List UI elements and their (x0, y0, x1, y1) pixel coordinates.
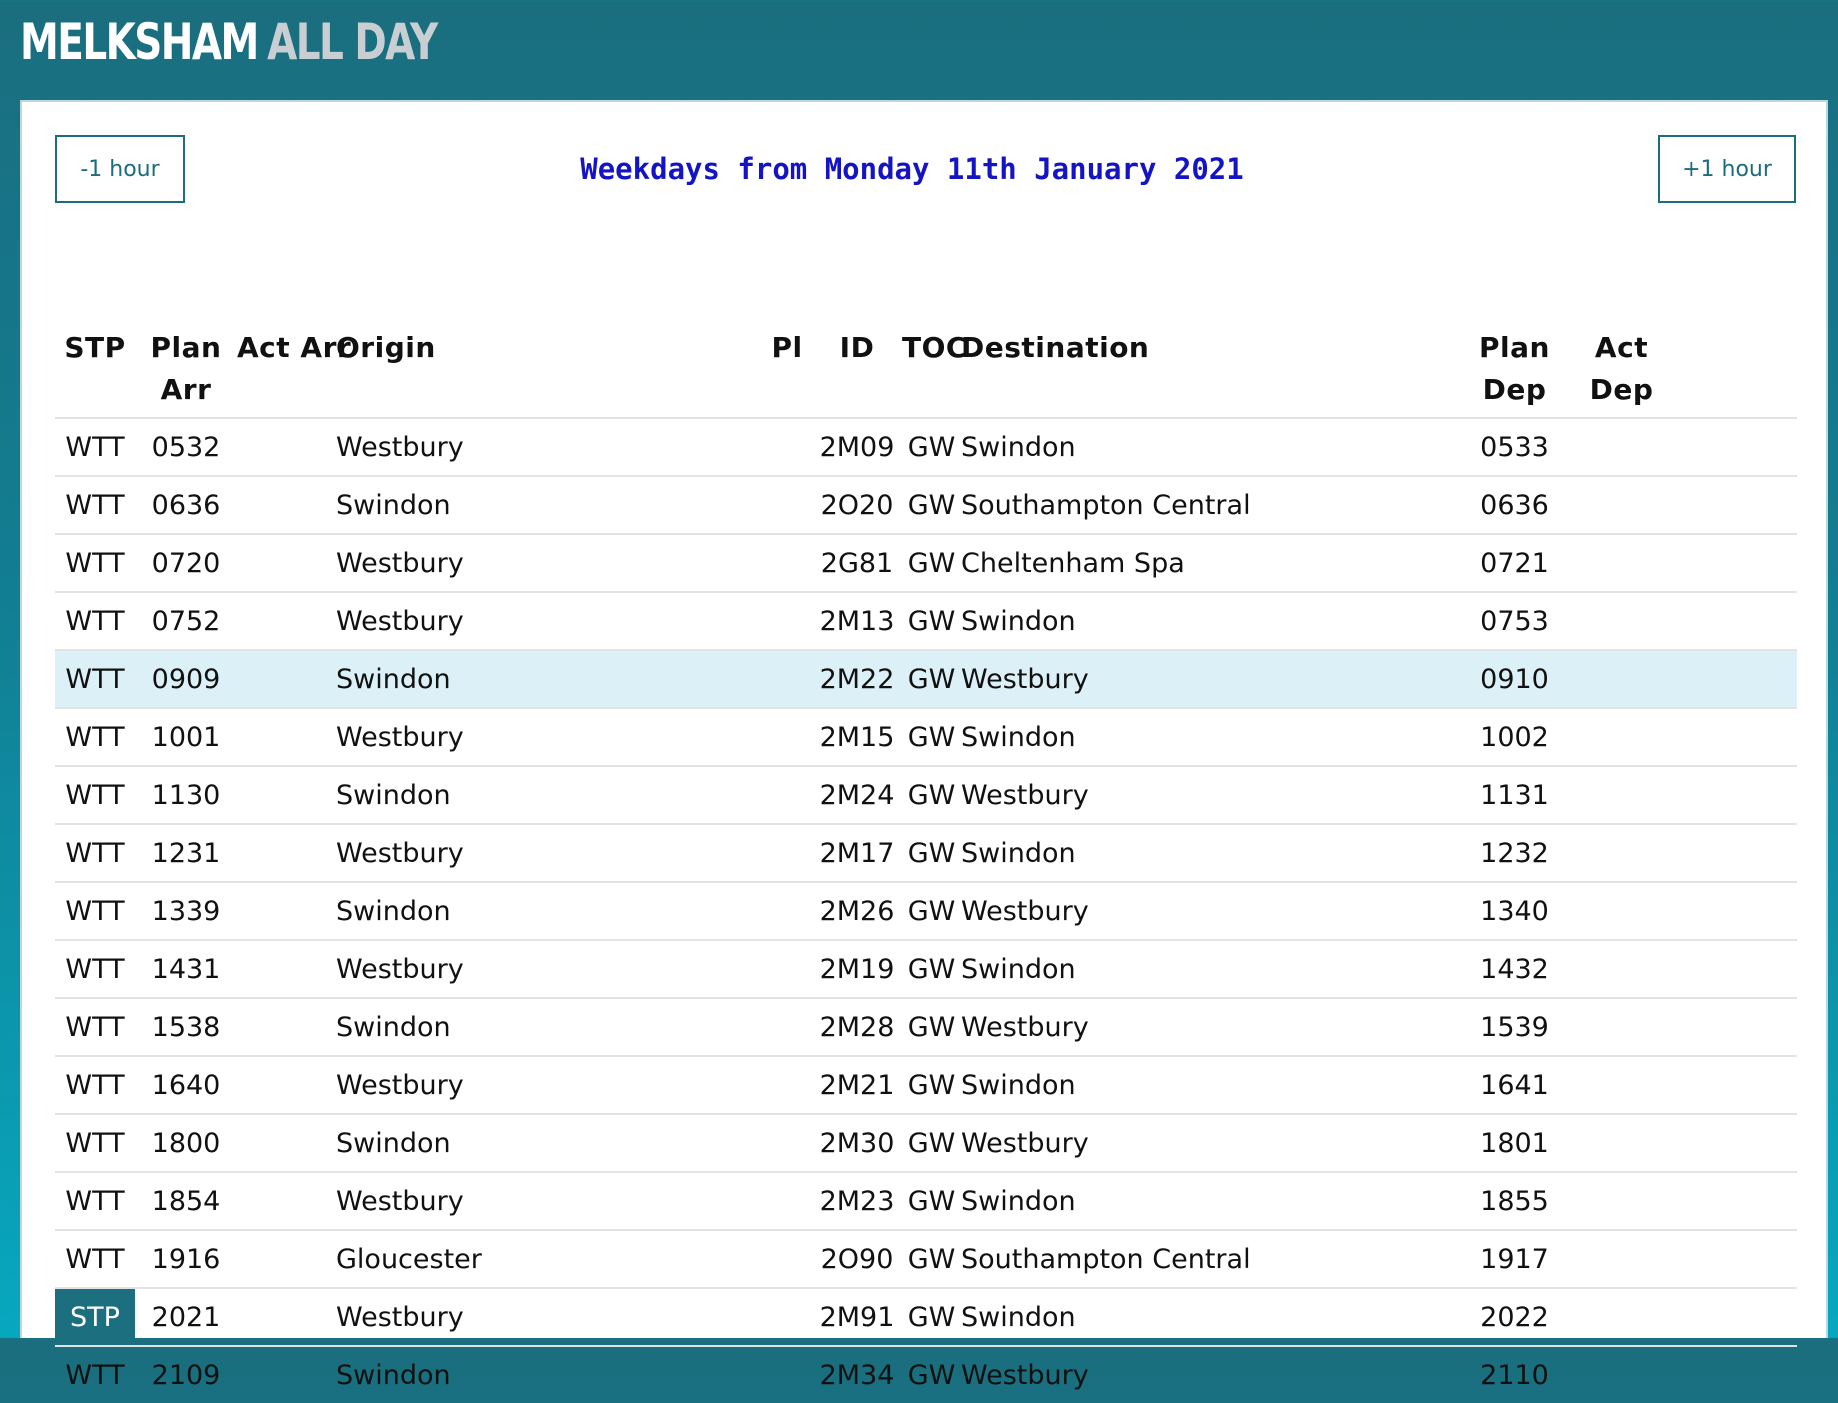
table-row[interactable] (55, 998, 1797, 1056)
cell-act-arr (237, 418, 336, 476)
cell-stp: WTT (55, 1230, 135, 1288)
cell-origin: Swindon (336, 476, 762, 534)
cell-act-dep (1568, 1346, 1797, 1403)
cell-plan-arr: 1339 (135, 882, 237, 940)
cell-stp: WTT (55, 1114, 135, 1172)
cell-stp: WTT (55, 1056, 135, 1114)
cell-plan-dep: 0533 (1461, 418, 1568, 476)
cell-act-dep (1568, 708, 1797, 766)
cell-toc: GW (907, 1359, 956, 1391)
cell-act-dep (1568, 824, 1797, 882)
cell-toc: GW (902, 940, 961, 998)
cell-origin: Swindon (336, 766, 762, 824)
table-row[interactable] (55, 1114, 1797, 1172)
cell-act-dep (1568, 882, 1797, 940)
cell-stp: WTT (55, 418, 135, 476)
cell-origin: Swindon (336, 1359, 451, 1391)
cell-destination: Westbury (961, 1359, 1089, 1391)
cell-plan-arr: 2021 (135, 1288, 237, 1346)
cell-stp: WTT (55, 650, 135, 708)
cell-act-dep (1568, 650, 1797, 708)
cell-origin: Westbury (336, 708, 762, 766)
cell-act-arr (237, 1230, 336, 1288)
col-toc: TOC (902, 327, 961, 418)
cell-act-arr (237, 1056, 336, 1114)
cell-pl (762, 592, 812, 650)
cell-id: 2M13 (812, 592, 902, 650)
cell-plan-arr: 0909 (135, 650, 237, 708)
cell-act-arr (237, 1114, 336, 1172)
cell-pl (762, 940, 812, 998)
cell-id: 2M17 (812, 824, 902, 882)
cell-id: 2O90 (812, 1230, 902, 1288)
cell-pl (762, 418, 812, 476)
cell-origin: Swindon (336, 650, 762, 708)
cell-destination: Southampton Central (961, 476, 1461, 534)
cell-plan-arr: 0720 (135, 534, 237, 592)
col-destination: Destination (961, 327, 1461, 418)
cell-act-dep (1568, 418, 1797, 476)
cell-pl (762, 882, 812, 940)
cell-plan-arr: 1854 (135, 1172, 237, 1230)
cell-act-arr (237, 592, 336, 650)
plus-one-hour-button[interactable]: +1 hour (1658, 135, 1796, 203)
cell-act-dep (1568, 940, 1797, 998)
cell-stp: WTT (55, 476, 135, 534)
cell-toc: GW (902, 1288, 961, 1346)
cell-act-dep (1568, 1288, 1797, 1346)
table-row[interactable] (55, 882, 1797, 940)
cell-origin: Gloucester (336, 1230, 762, 1288)
cell-plan-arr: 0532 (135, 418, 237, 476)
cell-plan-dep: 1340 (1461, 882, 1568, 940)
cell-pl (762, 1114, 812, 1172)
cell-act-arr (237, 534, 336, 592)
table-row[interactable] (55, 592, 1797, 650)
cell-destination: Swindon (961, 592, 1461, 650)
cell-act-arr (237, 1172, 336, 1230)
cell-act-dep (1568, 998, 1797, 1056)
col-plan-dep-line1: Plan (1479, 331, 1550, 364)
cell-plan-dep: 1641 (1461, 1056, 1568, 1114)
table-row[interactable] (55, 1230, 1797, 1288)
timetable-panel (20, 100, 1828, 1391)
cell-origin: Westbury (336, 1056, 762, 1114)
col-act-dep-line1: Act (1594, 331, 1649, 364)
cell-plan-arr: 2109 (151, 1359, 221, 1391)
cell-toc: GW (902, 998, 961, 1056)
cell-id: 2M91 (812, 1288, 902, 1346)
cell-toc: GW (902, 824, 961, 882)
cell-plan-dep: 1855 (1461, 1172, 1568, 1230)
cell-id: 2M30 (812, 1114, 902, 1172)
cell-plan-arr: 0636 (135, 476, 237, 534)
cell-toc: GW (902, 1114, 961, 1172)
cell-stp: STP (55, 1288, 135, 1346)
cell-toc: GW (902, 534, 961, 592)
table-row[interactable] (55, 1288, 1797, 1346)
cell-id: 2M26 (812, 882, 902, 940)
timetable (55, 327, 1797, 1403)
cell-plan-dep: 0753 (1461, 592, 1568, 650)
cell-act-arr (237, 882, 336, 940)
cell-destination: Westbury (961, 650, 1461, 708)
cell-act-arr (237, 708, 336, 766)
cell-toc: GW (902, 650, 961, 708)
col-stp: STP (55, 327, 135, 418)
cell-pl (762, 766, 812, 824)
cell-id: 2M34 (819, 1359, 895, 1391)
cell-pl (762, 1230, 812, 1288)
cell-origin: Swindon (336, 1114, 762, 1172)
col-pl: Pl (762, 327, 812, 418)
cell-id: 2M09 (812, 418, 902, 476)
cell-id: 2M22 (812, 650, 902, 708)
cell-act-arr (237, 940, 336, 998)
cell-plan-dep: 1801 (1461, 1114, 1568, 1172)
cell-toc: GW (902, 476, 961, 534)
col-id: ID (812, 327, 902, 418)
cell-origin: Westbury (336, 824, 762, 882)
col-plan-dep (1461, 327, 1568, 418)
cell-plan-arr: 1231 (135, 824, 237, 882)
cell-origin: Swindon (336, 882, 762, 940)
table-row[interactable] (55, 1346, 1797, 1403)
cell-origin: Westbury (336, 418, 762, 476)
cell-plan-dep: 2110 (1480, 1359, 1549, 1391)
cell-destination: Swindon (961, 418, 1461, 476)
col-plan-arr-line1: Plan (150, 331, 222, 364)
cell-stp: WTT (65, 1359, 125, 1391)
cell-stp: WTT (55, 940, 135, 998)
cell-act-dep (1568, 476, 1797, 534)
page-title: Weekdays from Monday 11th January 2021 (580, 152, 1244, 186)
cell-stp: WTT (55, 1172, 135, 1230)
cell-plan-dep: 1432 (1461, 940, 1568, 998)
logo-primary: MELKSHAM (20, 13, 258, 71)
cell-stp: WTT (55, 766, 135, 824)
cell-toc: GW (902, 1172, 961, 1230)
cell-origin: Swindon (336, 998, 762, 1056)
cell-stp: WTT (55, 534, 135, 592)
cell-act-dep (1568, 1230, 1797, 1288)
cell-plan-dep: 1917 (1461, 1230, 1568, 1288)
cell-pl (762, 1288, 812, 1346)
cell-plan-dep: 1232 (1461, 824, 1568, 882)
cell-id: 2M24 (812, 766, 902, 824)
cell-act-arr (237, 998, 336, 1056)
cell-plan-dep: 1539 (1461, 998, 1568, 1056)
cell-origin: Westbury (336, 592, 762, 650)
cell-plan-dep: 0636 (1461, 476, 1568, 534)
table-row[interactable] (55, 708, 1797, 766)
cell-id: 2M21 (812, 1056, 902, 1114)
col-plan-dep-line2: Dep (1482, 373, 1547, 406)
cell-destination: Westbury (961, 766, 1461, 824)
cell-pl (762, 1346, 812, 1403)
cell-toc: GW (902, 418, 961, 476)
minus-one-hour-button[interactable]: -1 hour (55, 135, 185, 203)
cell-destination: Swindon (961, 708, 1461, 766)
table-row[interactable] (55, 1056, 1797, 1114)
cell-origin: Westbury (336, 1288, 762, 1346)
cell-destination: Westbury (961, 1114, 1461, 1172)
table-row[interactable] (55, 824, 1797, 882)
cell-plan-arr: 0752 (135, 592, 237, 650)
cell-act-arr (237, 1346, 336, 1403)
cell-pl (762, 1172, 812, 1230)
cell-plan-arr: 1538 (135, 998, 237, 1056)
cell-pl (762, 998, 812, 1056)
cell-id: 2G81 (812, 534, 902, 592)
table-row[interactable] (55, 534, 1797, 592)
table-row[interactable] (55, 418, 1797, 476)
table-row[interactable] (55, 940, 1797, 998)
cell-act-dep (1568, 592, 1797, 650)
cell-destination: Cheltenham Spa (961, 534, 1461, 592)
table-row[interactable] (55, 1172, 1797, 1230)
col-act-arr: Act Arr (237, 327, 336, 418)
cell-pl (762, 708, 812, 766)
cell-act-dep (1568, 766, 1797, 824)
cell-destination: Westbury (961, 998, 1461, 1056)
cell-destination: Swindon (961, 940, 1461, 998)
cell-stp: WTT (55, 882, 135, 940)
cell-destination: Swindon (961, 824, 1461, 882)
col-plan-arr (135, 327, 237, 418)
col-act-dep (1568, 327, 1797, 418)
logo-secondary: ALL DAY (267, 13, 437, 71)
cell-origin: Westbury (336, 1172, 762, 1230)
cell-toc: GW (902, 1230, 961, 1288)
col-origin: Origin (336, 327, 762, 418)
cell-plan-arr: 1640 (135, 1056, 237, 1114)
cell-act-dep (1568, 534, 1797, 592)
cell-destination: Swindon (961, 1172, 1461, 1230)
cell-plan-arr: 1800 (135, 1114, 237, 1172)
cell-destination: Swindon (961, 1056, 1461, 1114)
cell-id: 2O20 (812, 476, 902, 534)
cell-pl (762, 824, 812, 882)
cell-pl (762, 476, 812, 534)
cell-stp: WTT (55, 708, 135, 766)
cell-id: 2M19 (812, 940, 902, 998)
cell-destination: Westbury (961, 882, 1461, 940)
table-row[interactable] (55, 766, 1797, 824)
cell-origin: Westbury (336, 940, 762, 998)
cell-act-arr (237, 476, 336, 534)
cell-toc: GW (902, 1056, 961, 1114)
cell-stp: WTT (55, 998, 135, 1056)
cell-plan-dep: 1131 (1461, 766, 1568, 824)
cell-plan-dep: 2022 (1461, 1288, 1568, 1346)
cell-act-dep (1568, 1114, 1797, 1172)
cell-plan-dep: 1002 (1461, 708, 1568, 766)
cell-toc: GW (902, 592, 961, 650)
cell-pl (762, 1056, 812, 1114)
cell-act-dep (1568, 1056, 1797, 1114)
cell-act-arr (237, 824, 336, 882)
table-row[interactable] (55, 650, 1797, 708)
cell-plan-dep: 0721 (1461, 534, 1568, 592)
site-logo[interactable] (20, 6, 437, 78)
cell-act-arr (237, 766, 336, 824)
cell-plan-arr: 1001 (135, 708, 237, 766)
cell-toc: GW (902, 882, 961, 940)
cell-plan-arr: 1431 (135, 940, 237, 998)
cell-act-arr (237, 650, 336, 708)
cell-plan-arr: 1916 (135, 1230, 237, 1288)
cell-toc: GW (902, 766, 961, 824)
cell-plan-arr: 1130 (135, 766, 237, 824)
cell-act-dep (1568, 1172, 1797, 1230)
cell-plan-dep: 0910 (1461, 650, 1568, 708)
cell-origin: Westbury (336, 534, 762, 592)
site-header (0, 0, 1838, 100)
cell-id: 2M15 (812, 708, 902, 766)
cell-pl (762, 650, 812, 708)
cell-id: 2M28 (812, 998, 902, 1056)
cell-destination: Swindon (961, 1288, 1461, 1346)
cell-stp: WTT (55, 592, 135, 650)
cell-pl (762, 534, 812, 592)
cell-stp: WTT (55, 824, 135, 882)
header-row (55, 327, 1797, 418)
col-plan-arr-line2: Arr (160, 373, 212, 406)
cell-id: 2M23 (812, 1172, 902, 1230)
cell-destination: Southampton Central (961, 1230, 1461, 1288)
col-act-dep-line2: Dep (1589, 373, 1654, 406)
table-row[interactable] (55, 476, 1797, 534)
cell-toc: GW (902, 708, 961, 766)
cell-act-arr (237, 1288, 336, 1346)
